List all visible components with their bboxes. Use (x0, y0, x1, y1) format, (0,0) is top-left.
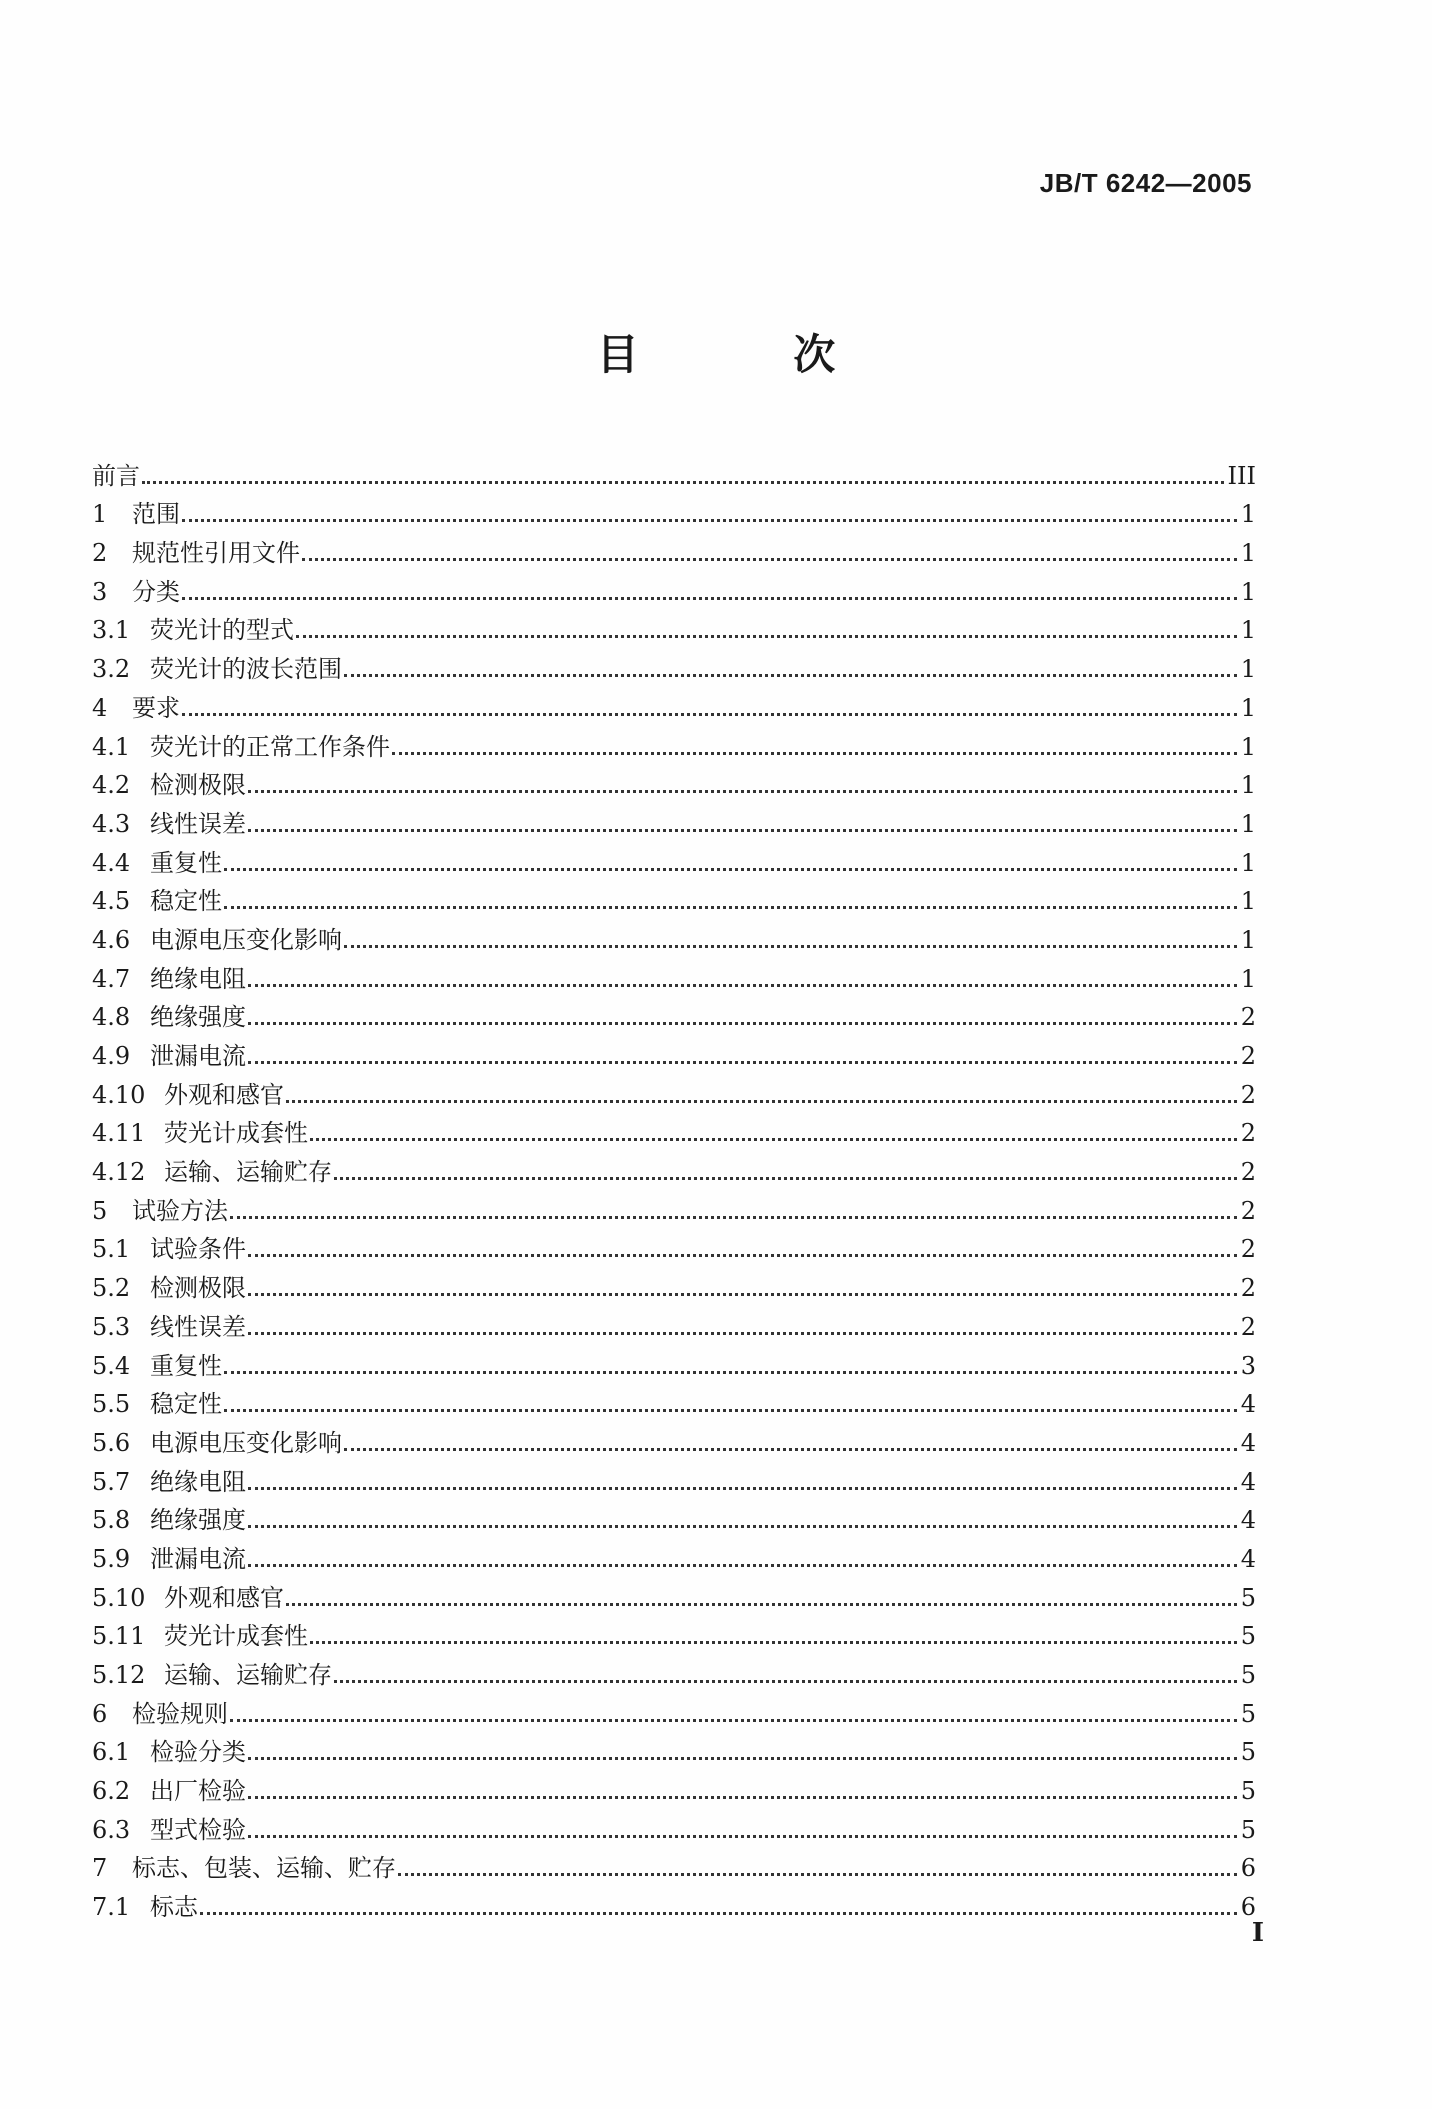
toc-entry-page: 4 (1240, 1467, 1256, 1496)
toc-entry-page: 1 (1240, 771, 1256, 800)
toc-entry-page: 2 (1240, 1003, 1256, 1032)
toc-entry-title: 运输、运输贮存 (164, 1661, 332, 1689)
toc-entry-title: 检验分类 (150, 1738, 246, 1767)
toc-entry-title: 型式检验 (150, 1815, 246, 1844)
dot-leader (310, 1138, 1237, 1141)
toc-entry[interactable] (92, 1574, 1256, 1613)
toc-entry-page: 1 (1240, 732, 1256, 761)
dot-leader (334, 1177, 1237, 1180)
toc-entry-title: 前言 (92, 461, 140, 490)
toc-entry-page: 5 (1240, 1738, 1256, 1767)
toc-entry-page: 5 (1240, 1622, 1256, 1651)
toc-entry-number: 6 (92, 1699, 108, 1728)
toc-entry-title: 重复性 (150, 848, 222, 877)
toc-entry-title: 电源电压变化影响 (150, 1428, 342, 1457)
toc-entry-page: 5 (1240, 1815, 1256, 1844)
dot-leader (302, 558, 1237, 561)
toc-entry-page: 2 (1240, 1312, 1256, 1341)
dot-leader (248, 984, 1237, 987)
toc-entry-title: 荧光计成套性 (164, 1119, 308, 1148)
toc-entry-number: 4.11 (92, 1119, 146, 1148)
toc-entry-title: 规范性引用文件 (132, 539, 300, 568)
toc-entry-number: 2 (92, 539, 108, 568)
toc-entry[interactable] (92, 1071, 1256, 1110)
toc-entry-page: 1 (1240, 887, 1256, 916)
dot-leader (248, 1254, 1237, 1257)
dot-leader (344, 945, 1237, 948)
toc-entry[interactable] (92, 568, 1256, 607)
toc-entry[interactable] (92, 684, 1256, 723)
toc-entry-title: 要求 (132, 693, 180, 722)
toc-entry-number: 4.2 (92, 771, 131, 800)
toc-entry-number: 7.1 (92, 1893, 131, 1922)
dot-leader (248, 1332, 1237, 1335)
toc-entry[interactable] (92, 645, 1256, 684)
dot-leader (248, 1487, 1237, 1490)
toc-entry-page: 2 (1240, 1274, 1256, 1303)
toc-entry-number: 5.7 (92, 1467, 131, 1496)
toc-entry-number: 5.10 (92, 1583, 146, 1612)
toc-entry[interactable] (92, 491, 1256, 530)
toc-entry-title: 重复性 (150, 1351, 222, 1380)
toc-entry-title: 荧光计的正常工作条件 (150, 732, 390, 761)
toc-entry-title: 外观和感官 (164, 1080, 284, 1109)
toc-entry-title: 稳定性 (150, 1390, 222, 1419)
toc-entry-number: 4.12 (92, 1158, 146, 1187)
toc-entry-page: 1 (1240, 577, 1256, 606)
toc-entry[interactable] (92, 800, 1256, 839)
dot-leader (310, 1641, 1237, 1644)
toc-entry[interactable] (92, 1690, 1256, 1729)
toc-entry[interactable] (92, 1264, 1256, 1303)
toc-entry-page: 2 (1240, 1196, 1256, 1225)
toc-entry-number: 4.3 (92, 809, 131, 838)
dot-leader (182, 713, 1237, 716)
dot-leader (182, 597, 1237, 600)
toc-entry[interactable] (92, 878, 1256, 917)
toc-entry-title: 标志 (150, 1893, 198, 1922)
toc-entry[interactable] (92, 1148, 1256, 1187)
dot-leader (200, 1912, 1237, 1915)
toc-entry-page: 5 (1240, 1699, 1256, 1728)
toc-entry-title: 范围 (132, 500, 180, 529)
standard-code: JB/T 6242—2005 (1039, 168, 1252, 198)
toc-entry-title: 出厂检验 (150, 1777, 246, 1806)
toc-entry-number: 4.1 (92, 732, 131, 761)
toc-entry[interactable] (92, 1651, 1256, 1690)
toc-entry[interactable] (92, 529, 1256, 568)
toc-entry-number: 7 (92, 1854, 108, 1883)
dot-leader (230, 1719, 1237, 1722)
toc-entry[interactable] (92, 839, 1256, 878)
toc-entry-title: 绝缘电阻 (150, 964, 246, 993)
toc-entry-number: 1 (92, 500, 108, 529)
toc-entry-number: 4.9 (92, 1042, 131, 1070)
toc-entry[interactable] (92, 916, 1256, 955)
toc-entry-page: 1 (1240, 539, 1256, 568)
toc-entry-title: 线性误差 (150, 1312, 246, 1341)
toc-entry-number: 4 (92, 693, 108, 722)
toc-entry-number: 5.1 (92, 1235, 131, 1264)
dot-leader (248, 1835, 1237, 1838)
toc-entry-number: 5.2 (92, 1274, 131, 1303)
toc-entry-number: 6.1 (92, 1738, 131, 1767)
toc-entry-page: 3 (1240, 1351, 1256, 1380)
toc-entry-page: 2 (1240, 1119, 1256, 1148)
toc-entry[interactable] (92, 1883, 1256, 1922)
toc-entry[interactable] (92, 1729, 1256, 1768)
toc-entry-number: 6.2 (92, 1777, 131, 1806)
toc-entry-number: 4.6 (92, 925, 131, 954)
dot-leader (248, 1796, 1237, 1799)
toc-entry-page: 4 (1240, 1390, 1256, 1419)
dot-leader (286, 1100, 1237, 1103)
toc-entry[interactable] (92, 1381, 1256, 1420)
toc-entry-page: 4 (1240, 1506, 1256, 1535)
toc-entry[interactable] (92, 723, 1256, 762)
toc-entry-title: 检验规则 (132, 1699, 228, 1728)
dot-leader (248, 1022, 1237, 1025)
page-number: I (1251, 1918, 1264, 1948)
dot-leader (248, 829, 1237, 832)
page-title: 目 次 (596, 330, 906, 379)
toc-entry-title: 检测极限 (150, 1274, 246, 1303)
toc-entry-title: 标志、包装、运输、贮存 (132, 1854, 396, 1883)
dot-leader (248, 790, 1237, 793)
toc-entry[interactable] (92, 1497, 1256, 1536)
toc-entry-page: 4 (1240, 1544, 1256, 1573)
toc-entry-title: 试验条件 (150, 1235, 246, 1264)
toc-entry-number: 4.5 (92, 887, 131, 916)
toc-entry-page: 1 (1240, 925, 1256, 954)
toc-entry[interactable] (92, 1032, 1256, 1071)
dot-leader (344, 1448, 1237, 1451)
toc-entry-title: 荧光计的波长范围 (150, 655, 342, 684)
dot-leader (248, 1061, 1237, 1064)
toc-entry-title: 试验方法 (132, 1196, 228, 1225)
toc-entry-page: 2 (1240, 1042, 1256, 1070)
toc-entry-page: 5 (1240, 1583, 1256, 1612)
toc-entry-number: 4.8 (92, 1003, 131, 1032)
toc-entry-title: 绝缘强度 (150, 1506, 246, 1535)
toc-entry[interactable] (92, 452, 1256, 491)
toc-entry-page: 2 (1240, 1080, 1256, 1109)
toc-entry-title: 运输、运输贮存 (164, 1158, 332, 1187)
toc-entry-number: 5.5 (92, 1390, 131, 1419)
toc-entry[interactable] (92, 1419, 1256, 1458)
toc-entry-page: 1 (1240, 964, 1256, 993)
toc-entry-page: III (1227, 461, 1256, 490)
toc-entry-title: 外观和感官 (164, 1583, 284, 1612)
toc-entry[interactable] (92, 1187, 1256, 1226)
toc-entry-title: 绝缘强度 (150, 1003, 246, 1032)
dot-leader (286, 1603, 1237, 1606)
toc-entry-title: 荧光计的型式 (150, 616, 294, 645)
toc-entry[interactable] (92, 1342, 1256, 1381)
toc-entry-title: 荧光计成套性 (164, 1622, 308, 1651)
toc-entry-number: 5.9 (92, 1544, 131, 1573)
toc-entry[interactable] (92, 762, 1256, 801)
toc-entry-number: 5.11 (92, 1622, 146, 1651)
toc-entry-page: 1 (1240, 809, 1256, 838)
toc-entry-title: 绝缘电阻 (150, 1467, 246, 1496)
toc-entry-title: 泄漏电流 (150, 1042, 246, 1070)
toc-entry-page: 6 (1240, 1893, 1256, 1922)
toc-entry-number: 5.6 (92, 1428, 131, 1457)
toc-entry-number: 5.3 (92, 1312, 131, 1341)
toc-entry-title: 分类 (132, 577, 180, 606)
dot-leader (142, 481, 1224, 484)
toc-entry-number: 5.12 (92, 1661, 146, 1689)
dot-leader (296, 635, 1237, 638)
dot-leader (224, 1409, 1237, 1412)
dot-leader (392, 752, 1237, 755)
toc-entry-title: 泄漏电流 (150, 1544, 246, 1573)
toc-entry[interactable] (92, 1110, 1256, 1149)
toc-entry-number: 5.8 (92, 1506, 131, 1535)
toc-entry[interactable] (92, 1535, 1256, 1574)
dot-leader (230, 1216, 1237, 1219)
toc-entry-title: 稳定性 (150, 887, 222, 916)
toc-entry-page: 1 (1240, 848, 1256, 877)
toc-entry-page: 1 (1240, 693, 1256, 722)
toc-entry[interactable] (92, 955, 1256, 994)
table-of-contents (92, 452, 1256, 1922)
toc-entry[interactable] (92, 1806, 1256, 1845)
dot-leader (248, 1525, 1237, 1528)
dot-leader (248, 1293, 1237, 1296)
toc-entry-page: 2 (1240, 1158, 1256, 1187)
toc-entry-number: 3.2 (92, 655, 131, 684)
dot-leader (182, 519, 1237, 522)
toc-entry-number: 3.1 (92, 616, 131, 645)
toc-entry-page: 1 (1240, 655, 1256, 684)
dot-leader (334, 1680, 1237, 1683)
toc-entry-page: 5 (1240, 1661, 1256, 1689)
toc-entry-page: 5 (1240, 1777, 1256, 1806)
toc-entry[interactable] (92, 1303, 1256, 1342)
toc-entry-number: 4.4 (92, 848, 131, 877)
toc-entry-page: 2 (1240, 1235, 1256, 1264)
toc-entry-number: 4.10 (92, 1080, 146, 1109)
toc-entry-number: 6.3 (92, 1815, 131, 1844)
toc-entry[interactable] (92, 1767, 1256, 1806)
toc-entry[interactable] (92, 607, 1256, 646)
dot-leader (224, 868, 1237, 871)
dot-leader (224, 906, 1237, 909)
toc-entry-page: 1 (1240, 500, 1256, 529)
toc-entry[interactable] (92, 1845, 1256, 1884)
toc-entry-page: 4 (1240, 1428, 1256, 1457)
toc-entry[interactable] (92, 1613, 1256, 1652)
toc-entry[interactable] (92, 994, 1256, 1033)
dot-leader (248, 1757, 1237, 1760)
toc-entry-number: 3 (92, 577, 108, 606)
toc-entry[interactable] (92, 1458, 1256, 1497)
toc-entry-page: 6 (1240, 1854, 1256, 1883)
dot-leader (344, 674, 1237, 677)
toc-entry-title: 检测极限 (150, 771, 246, 800)
toc-entry-number: 5 (92, 1196, 108, 1225)
dot-leader (398, 1873, 1237, 1876)
toc-entry-number: 5.4 (92, 1351, 131, 1380)
toc-entry-page: 1 (1240, 616, 1256, 645)
toc-entry-title: 电源电压变化影响 (150, 925, 342, 954)
toc-entry-number: 4.7 (92, 964, 131, 993)
dot-leader (224, 1371, 1237, 1374)
toc-entry-title: 线性误差 (150, 809, 246, 838)
toc-entry[interactable] (92, 1226, 1256, 1265)
dot-leader (248, 1564, 1237, 1567)
